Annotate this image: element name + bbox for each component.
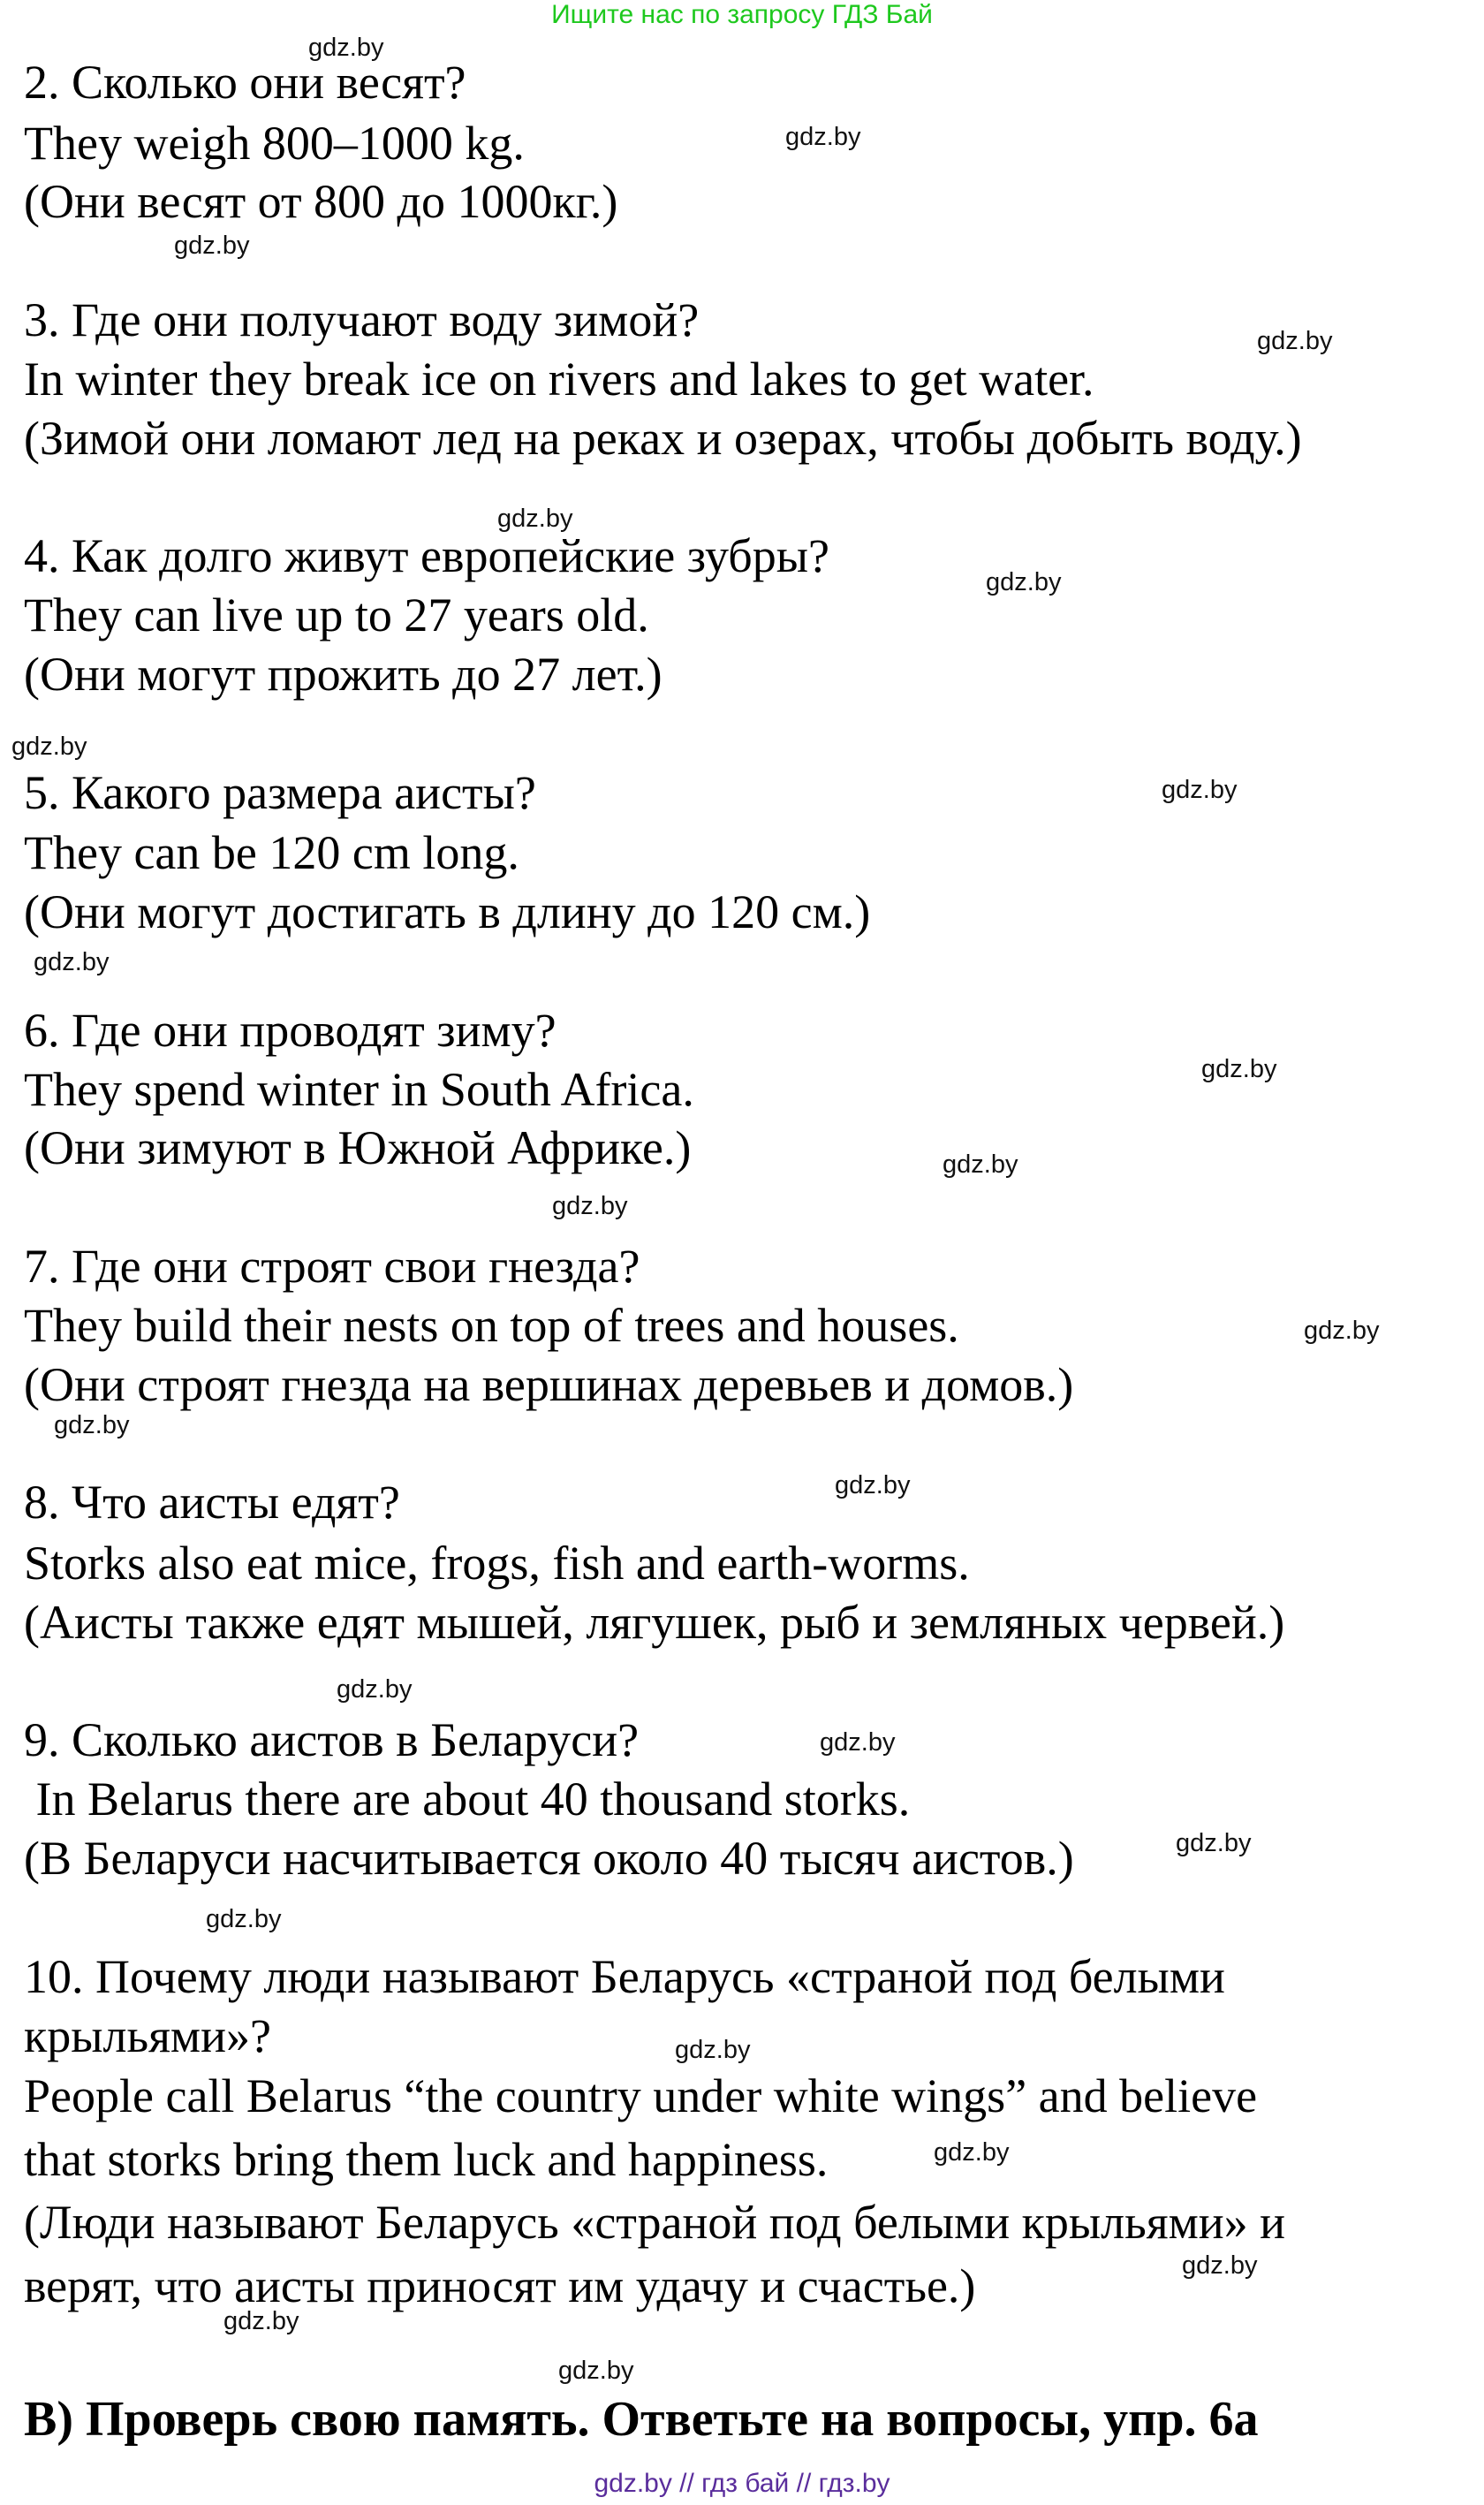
- answer-line: They spend winter in South Africa.: [24, 1063, 694, 1116]
- question-line: 2. Сколько они весят?: [24, 56, 466, 109]
- text-line: 10. Почему люди называют Беларусь «страной под белыми: [24, 1950, 1225, 2003]
- watermark-text: gdz.by: [1182, 2251, 1258, 2280]
- question-line: 3. Где они получают воду зимой?: [24, 293, 700, 346]
- watermark-text: gdz.by: [1304, 1317, 1380, 1345]
- watermark-text: gdz.by: [223, 2307, 299, 2335]
- watermark-text: gdz.by: [54, 1411, 130, 1439]
- answer-line: They can be 120 cm long.: [24, 826, 519, 879]
- translation-line: (Зимой они ломают лед на реках и озерах, чтобы добыть воду.): [24, 412, 1302, 465]
- watermark-text: gdz.by: [558, 2357, 634, 2385]
- watermark-text: gdz.by: [1162, 776, 1238, 804]
- question-line: 6. Где они проводят зиму?: [24, 1004, 556, 1057]
- watermark-text: gdz.by: [785, 123, 861, 151]
- question-line: 9. Сколько аистов в Беларуси?: [24, 1713, 640, 1766]
- text-line: крыльями»?: [24, 2009, 271, 2062]
- watermark-text: gdz.by: [835, 1471, 911, 1499]
- watermark-text: gdz.by: [1201, 1055, 1277, 1083]
- answer-line: Storks also eat mice, frogs, fish and earth-worms.: [24, 1537, 970, 1590]
- watermark-text: gdz.by: [174, 232, 250, 260]
- question-line: 4. Как долго живут европейские зубры?: [24, 529, 829, 582]
- translation-line: (Они могут достигать в длину до 120 см.): [24, 885, 871, 938]
- answer-line: They build their nests on top of trees and houses.: [24, 1299, 959, 1352]
- watermark-text: gdz.by: [552, 1192, 628, 1220]
- watermark-text: gdz.by: [11, 733, 87, 761]
- translation-line: (Они весят от 800 до 1000кг.): [24, 175, 618, 228]
- watermark-text: gdz.by: [497, 505, 573, 533]
- text-line: верят, что аисты приносят им удачу и счастье.): [24, 2259, 976, 2312]
- watermark-text: gdz.by: [308, 34, 384, 62]
- watermark-text: gdz.by: [34, 948, 110, 976]
- watermark-text: gdz.by: [1257, 327, 1333, 355]
- translation-line: (Аисты также едят мышей, лягушек, рыб и земляных червей.): [24, 1596, 1285, 1649]
- text-line: People call Belarus “the country under white wings” and believe: [24, 2069, 1258, 2122]
- watermark-text: gdz.by: [943, 1150, 1018, 1179]
- answer-line: In winter they break ice on rivers and lakes to get water.: [24, 353, 1094, 406]
- translation-line: (Они строят гнезда на вершинах деревьев и домов.): [24, 1358, 1074, 1411]
- watermark-text: gdz.by: [206, 1905, 282, 1933]
- question-line: 7. Где они строят свои гнезда?: [24, 1240, 640, 1293]
- section-heading: В) Проверь свою память. Ответьте на вопросы, упр. 6а: [24, 2392, 1259, 2447]
- translation-line: (Они зимуют в Южной Африке.): [24, 1121, 692, 1174]
- question-line: 5. Какого размера аисты?: [24, 766, 536, 819]
- watermark-text: gdz.by: [675, 2036, 751, 2064]
- watermark-text: gdz.by: [820, 1728, 896, 1757]
- translation-line: (В Беларуси насчитывается около 40 тысяч аистов.): [24, 1832, 1074, 1885]
- text-line: that storks bring them luck and happiness.: [24, 2133, 829, 2186]
- watermark-text: gdz.by: [934, 2138, 1010, 2167]
- text-line: (Люди называют Беларусь «страной под белыми крыльями» и: [24, 2196, 1286, 2249]
- search-banner: Ищите нас по запросу ГДЗ Бай: [551, 0, 933, 29]
- watermark-text: gdz.by: [337, 1675, 413, 1704]
- answer-line: In Belarus there are about 40 thousand storks.: [24, 1772, 911, 1826]
- footer-watermark: gdz.by // гдз бай // гдз.by: [594, 2469, 890, 2498]
- answer-line: They weigh 800–1000 kg.: [24, 117, 525, 170]
- translation-line: (Они могут прожить до 27 лет.): [24, 648, 662, 701]
- answer-line: They can live up to 27 years old.: [24, 588, 649, 641]
- watermark-text: gdz.by: [986, 568, 1062, 596]
- watermark-text: gdz.by: [1176, 1829, 1252, 1857]
- question-line: 8. Что аисты едят?: [24, 1476, 400, 1529]
